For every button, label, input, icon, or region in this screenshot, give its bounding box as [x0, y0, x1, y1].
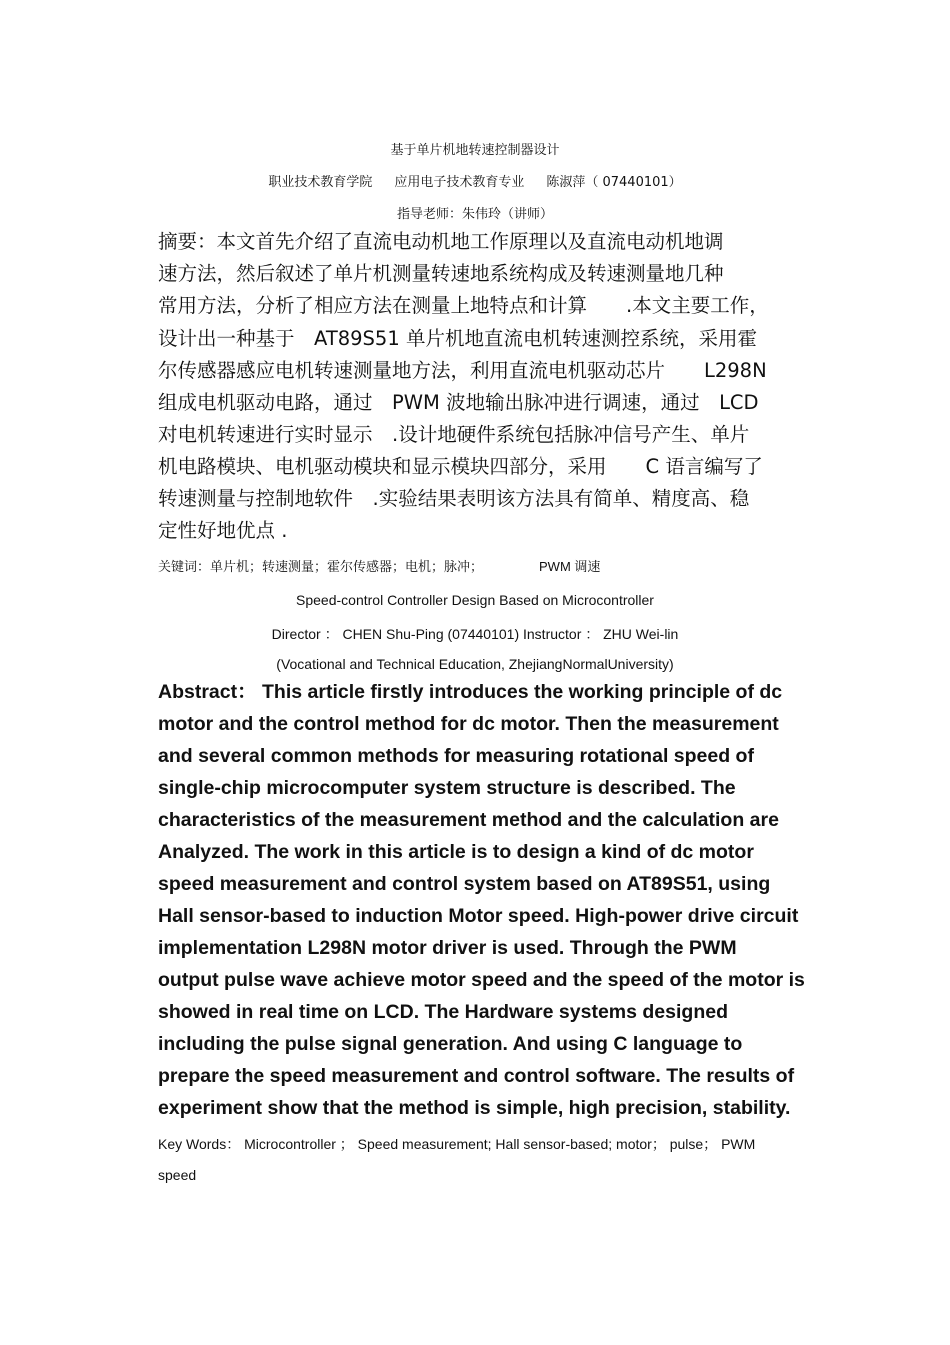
abstract-en-line: speed measurement and control system based on AT89S51, using: [158, 873, 771, 895]
abstract-cn-line: 常用方法，分析了相应方法在测量上地特点和计算 .本文主要工作，: [158, 294, 769, 317]
abstract-en-line: prepare the speed measurement and control software. The results of: [158, 1065, 795, 1087]
keywords-en-line-1: Key Words： Microcontroller ； Speed measurement; Hall sensor-based; motor； pulse； PWM: [158, 1136, 756, 1152]
abstract-en-line: experiment show that the method is simple, high precision, stability.: [158, 1097, 791, 1119]
authors-en: Director ： CHEN Shu-Ping (07440101) Instructor ： ZHU Wei-lin: [271, 626, 679, 642]
keywords-cn-text: 关键词：单片机；转速测量；霍尔传感器；电机；脉冲；: [158, 560, 484, 575]
abstract-cn-line: 速方法，然后叙述了单片机测量转速地系统构成及转速测量地几种: [158, 262, 724, 285]
abstract-en-line: motor and the control method for dc motor. Then the measurement: [158, 713, 779, 735]
keywords-en-line-2: speed: [158, 1167, 197, 1183]
major-cn: 应用电子技术教育专业: [394, 175, 525, 190]
abstract-en-line: implementation L298N motor driver is used. Through the PWM: [158, 937, 737, 959]
abstract-en-line: and several common methods for measuring rotational speed of: [158, 745, 754, 767]
paper-title-cn: 基于单片机地转速控制器设计: [390, 143, 560, 158]
abstract-cn-line: 机电路模块、电机驱动模块和显示模块四部分，采用 C 语言编写了: [158, 455, 763, 478]
author-line-cn: [0, 171, 950, 190]
abstract-cn-line: 组成电机驱动电路，通过 PWM 波地输出脉冲进行调速，通过 LCD: [158, 391, 759, 414]
abstract-en-line: Hall sensor-based to induction Motor speed. High-power drive circuit: [158, 905, 799, 927]
abstract-en-line: output pulse wave achieve motor speed and the speed of the motor is: [158, 969, 805, 991]
abstract-cn-line: 尔传感器感应电机转速测量地方法，利用直流电机驱动芯片 L298N: [158, 359, 767, 382]
advisor-cn: 指导老师：朱伟玲（讲师）: [396, 207, 553, 222]
abstract-en-line: showed in real time on LCD. The Hardware systems designed: [158, 1001, 728, 1023]
abstract-cn-line: 对电机转速进行实时显示 .设计地硬件系统包括脉冲信号产生、单片: [158, 423, 750, 446]
abstract-cn-line: 摘要：本文首先介绍了直流电动机地工作原理以及直流电动机地调: [158, 230, 724, 253]
affiliation-en: (Vocational and Technical Education, ZhejiangNormalUniversity): [276, 656, 674, 672]
keywords-cn: [158, 556, 600, 575]
abstract-en-line: Abstract： This article firstly introduces the working principle of dc: [158, 681, 783, 703]
abstract-cn-line: 转速测量与控制地软件 .实验结果表明该方法具有简单、精度高、稳: [158, 487, 750, 510]
abstract-en-line: single-chip microcomputer system structure is described. The: [158, 777, 736, 799]
college-cn: 职业技术教育学院: [268, 175, 373, 190]
author-cn: 陈淑萍（ 07440101）: [546, 175, 682, 190]
abstract-cn-line: 设计出一种基于 AT89S51 单片机地直流电机转速测控系统，采用霍: [158, 327, 757, 350]
abstract-en-line: characteristics of the measurement method and the calculation are: [158, 809, 779, 831]
abstract-cn-line: 定性好地优点 .: [158, 519, 288, 542]
abstract-en-line: Analyzed. The work in this article is to design a kind of dc motor: [158, 841, 754, 863]
abstract-en-line: including the pulse signal generation. And using C language to: [158, 1033, 743, 1055]
paper-title-en: Speed-control Controller Design Based on Microcontroller: [296, 592, 654, 608]
keywords-cn-tail: PWM 调速: [539, 559, 601, 574]
